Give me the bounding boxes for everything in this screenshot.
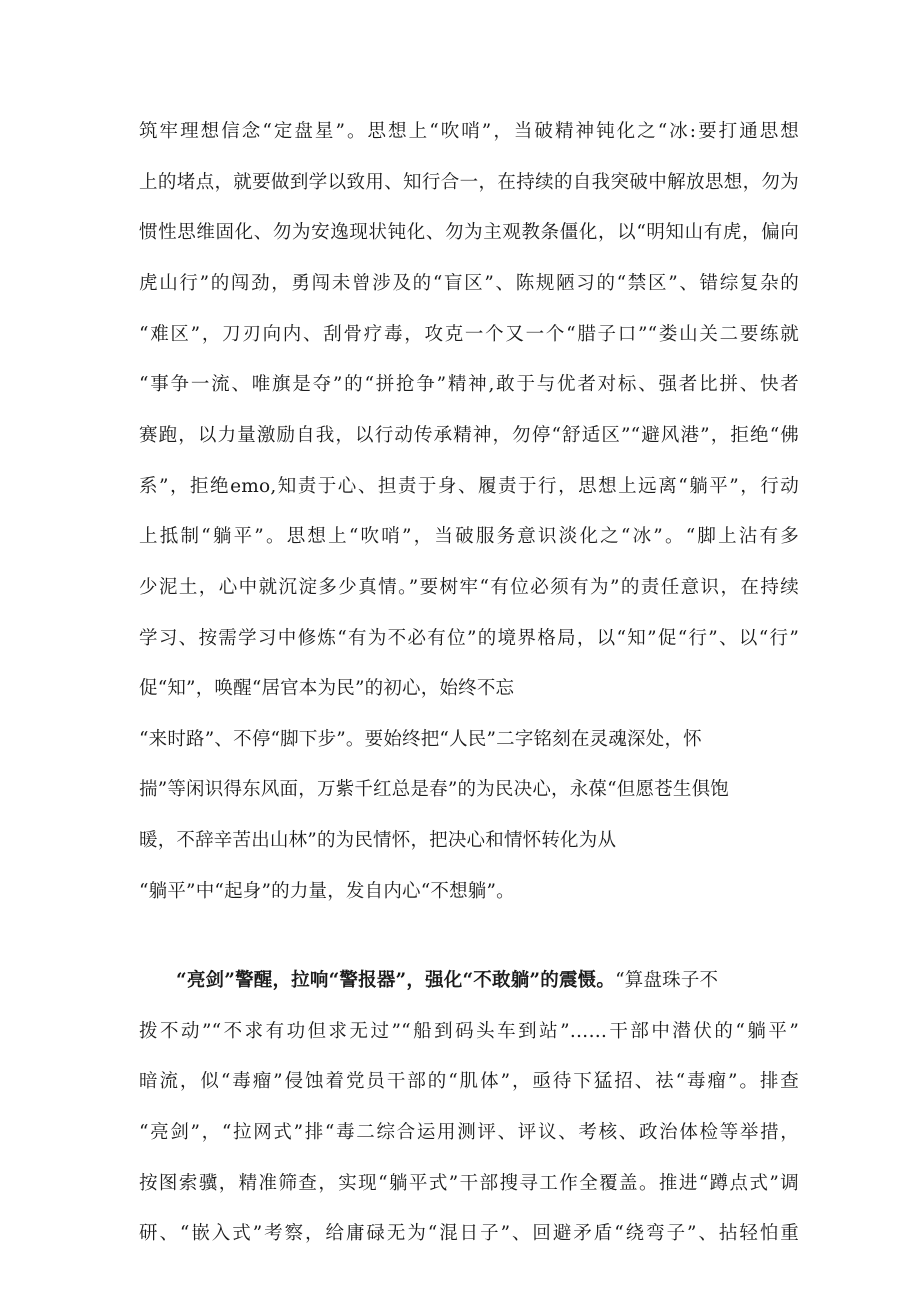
paragraph-1-line-6: “事争一流、唯旗是夺”的“拼抢争”精神,敢于与优者对标、强者比拼、快者 bbox=[139, 374, 799, 395]
paragraph-2-line-2: 拨不动”“不求有功但求无过”“船到码头车到站”……干部中潜伏的“躺平” bbox=[139, 1021, 799, 1042]
paragraph-1-line-1: 筑牢理想信念“定盘星”。思想上“吹哨”，当破精神钝化之“冰:要打通思想 bbox=[139, 121, 799, 142]
paragraph-1-line-5: “难区”，刀刃向内、刮骨疗毒，攻克一个又一个“腊子口”“娄山关二要练就 bbox=[139, 324, 799, 345]
paragraph-2-line-4: “亮剑”，“拉网式”排“毒二综合运用测评、评议、考核、政治体检等举措， bbox=[139, 1122, 799, 1143]
paragraph-1-line-2: 上的堵点，就要做到学以致用、知行合一，在持续的自我突破中解放思想，勿为 bbox=[139, 172, 799, 193]
paragraph-2-line-6: 研、“嵌入式”考察，给庸碌无为“混日子”、回避矛盾“绕弯子”、拈轻怕重 bbox=[139, 1223, 799, 1244]
paragraph-1-line-7: 赛跑，以力量激励自我，以行动传承精神，勿停“舒适区”“避风港”，拒绝“佛 bbox=[139, 425, 799, 446]
paragraph-1-line-12: 促“知”，唤醒“居官本为民”的初心，始终不忘 bbox=[139, 678, 515, 699]
paragraph-2-line-5: 按图索骥，精准筛查，实现“躺平式”干部搜寻工作全覆盖。推进“蹲点式”调 bbox=[139, 1173, 799, 1194]
paragraph-1-line-11: 学习、按需学习中修炼“有为不必有位”的境界格局，以“知”促“行”、以“行” bbox=[139, 628, 799, 649]
paragraph-1-line-16: “躺平”中“起身”的力量，发自内心“不想躺”。 bbox=[139, 881, 515, 902]
paragraph-2-first-line-rest: “算盘珠子不 bbox=[615, 970, 719, 991]
paragraph-1-line-15: 暖，不辞辛苦出山林”的为民情怀，把决心和情怀转化为从 bbox=[139, 830, 617, 851]
paragraph-1-line-9: 上抵制“躺平”。思想上“吹哨”，当破服务意识淡化之“冰”。“脚上沾有多 bbox=[139, 526, 799, 547]
paragraph-2-line-3: 暗流，似“毒瘤”侵蚀着党员干部的“肌体”，亟待下猛招、祛“毒瘤”。排查 bbox=[139, 1071, 799, 1092]
section-heading: “亮剑”警醒，拉响“警报器”，强化“不敢躺”的震慑。 bbox=[176, 970, 616, 991]
paragraph-1-line-4: 虎山行”的闯劲，勇闯未曾涉及的“盲区”、陈规陋习的“禁区”、错综复杂的 bbox=[139, 273, 799, 294]
paragraph-1-line-14: 揣”等闲识得东风面，万紫千红总是春”的为民决心，永葆“但愿苍生俱饱 bbox=[139, 779, 729, 800]
paragraph-2-first-line bbox=[176, 969, 799, 993]
paragraph-1-line-3: 惯性思维固化、勿为安逸现状钝化、勿为主观教条僵化，以“明知山有虎，偏向 bbox=[139, 222, 799, 243]
paragraph-1-line-8: 系”，拒绝emo,知责于心、担责于身、履责于行，思想上远离“躺平”，行动 bbox=[139, 476, 799, 497]
paragraph-1-line-10: 少泥土，心中就沉淀多少真情。”要树牢“有位必须有为”的责任意识，在持续 bbox=[139, 577, 799, 598]
paragraph-1-line-13: “来时路”、不停“脚下步”。要始终把“人民”二字铭刻在灵魂深处，怀 bbox=[139, 729, 702, 750]
